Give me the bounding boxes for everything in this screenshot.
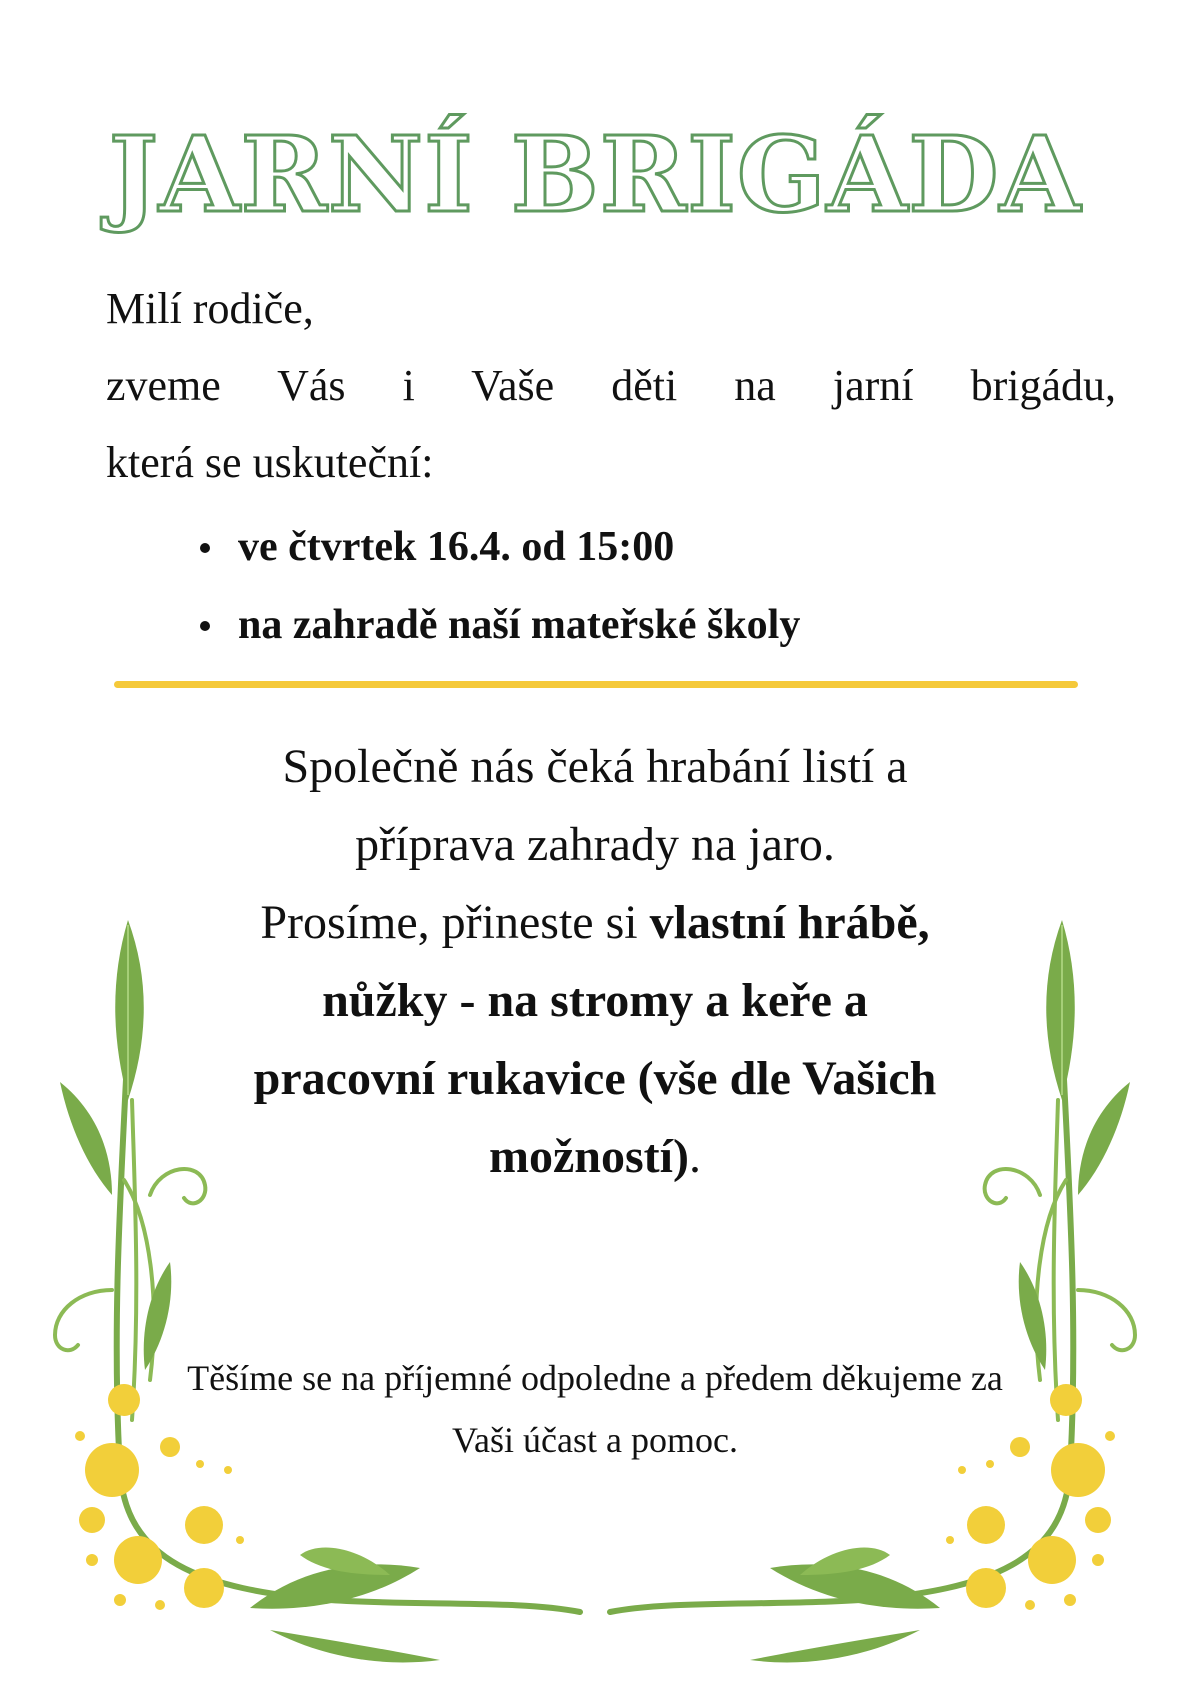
request-note: (vše dle Vašich možností): [489, 1052, 937, 1183]
request-end: .: [688, 1130, 701, 1183]
detail-place: na zahradě naší mateřské školy: [238, 602, 801, 648]
invite-line: zveme Vás i Vaše děti na jarní brigádu,: [106, 361, 1116, 410]
detail-date: ve čtvrtek 16.4. od 15:00: [238, 524, 675, 570]
greeting: Milí rodiče,: [106, 284, 314, 333]
request-intro: Prosíme, přineste si: [260, 896, 638, 949]
activity-text: Společně nás čeká hrabání listí a příprava zahrady na jaro.: [282, 740, 908, 871]
right-floral-corner: [610, 920, 1135, 1662]
invite-line-2: která se uskuteční:: [106, 438, 434, 487]
request-items: vlastní hrábě, nůžky - na stromy a keře a pracovní rukavice: [253, 896, 930, 1105]
closing-text: Těšíme se na příjemné odpoledne a předem děkujeme za Vaši účast a pomoc.: [187, 1358, 1003, 1460]
poster-title: JARNÍ BRIGÁDA: [108, 113, 1082, 236]
left-floral-corner: [55, 920, 580, 1662]
